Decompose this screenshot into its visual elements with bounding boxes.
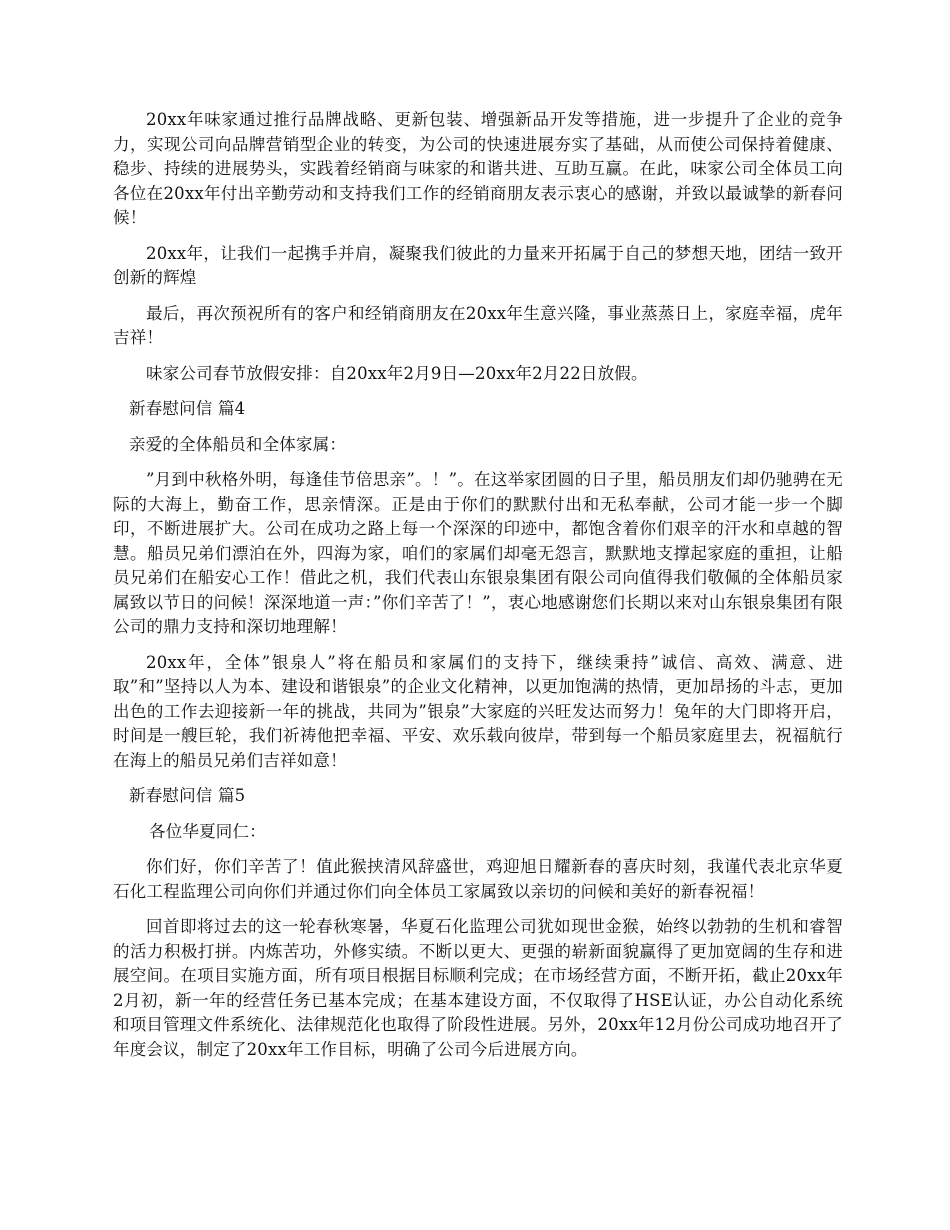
salutation-crew: 亲爱的全体船员和全体家属：	[129, 434, 347, 454]
paragraph-yinquan-culture: 20xx年，全体”银泉人”将在船员和家属们的支持下，继续秉持”诚信、高效、满意、进取”和”坚持以人为本、建设和谐银泉”的企业文化精神，以更加饱满的热情，更加昂扬的斗志，更加出色的工作去迎接新一年的挑战，共同为”银泉”大家庭的兴旺发达而努力！兔年的大门即将开启，时间是一艘巨轮，我们祈祷他把幸福、平安、欢乐载向彼岸，带到每一个船员家庭里去，祝福航行在海上的船员兄弟们吉祥如意！	[113, 652, 843, 770]
paragraph-new-year-together: 20xx年，让我们一起携手并肩，凝聚我们彼此的力量来开拓属于自己的梦想天地，团结一致开创新的辉煌	[113, 243, 843, 287]
section-heading-5: 新春慰问信 篇5	[129, 786, 246, 805]
document-page	[113, 108, 843, 1062]
paragraph-mid-autumn-greeting: ”月到中秋格外明，每逢佳节倍思亲”。！”。在这举家团圆的日子里，船员朋友们却仍驰骋在无际的大海上，勤奋工作，思亲情深。正是由于你们的默默付出和无私奉献，公司才能一步一个脚印，不断进展扩大。公司在成功之路上每一个深深的印迹中，都饱含着你们艰辛的汗水和卓越的智慧。船员兄弟们漂泊在外，四海为家，咱们的家属们却毫无怨言，默默地支撑起家庭的重担，让船员兄弟们在船安心工作！借此之机，我们代表山东银泉集团有限公司向值得我们敬佩的全体船员家属致以节日的问候！深深地道一声：”你们辛苦了！”，衷心地感谢您们长期以来对山东银泉集团有限公司的鼎力支持和深切地理解！	[113, 470, 843, 636]
paragraph-huaxia-greeting: 你们好，你们辛苦了！值此猴挟清风辞盛世，鸡迎旭日耀新春的喜庆时刻，我谨代表北京华夏石化工程监理公司向你们并通过你们向全体员工家属致以亲切的问候和美好的新春祝福！	[113, 857, 843, 901]
paragraph-holiday-schedule: 味家公司春节放假安排：自20xx年2月9日—20xx年2月22日放假。	[146, 363, 648, 383]
section-heading-4: 新春慰问信 篇4	[129, 399, 246, 418]
paragraph-year-review: 回首即将过去的这一轮春秋寒暑，华夏石化监理公司犹如现世金猴，始终以勃勃的生机和睿智的活力积极打拼。内炼苦功，外修实绩。不断以更大、更强的崭新面貌赢得了更加宽阔的生存和进展空间。在项目实施方面，所有项目根据目标顺利完成；在市场经营方面，不断开拓，截止20xx年2月初，新一年的经营任务已基本完成；在基本建设方面，不仅取得了HSE认证，办公自动化系统和项目管理文件系统化、法律规范化也取得了阶段性进展。另外，20xx年12月份公司成功地召开了年度会议，制定了20xx年工作目标，明确了公司今后进展方向。	[113, 917, 843, 1059]
salutation-huaxia: 各位华夏同仁：	[149, 821, 266, 841]
paragraph-brand-strategy: 20xx年味家通过推行品牌战略、更新包装、增强新品开发等措施，进一步提升了企业的竞争力，实现公司向品牌营销型企业的转变，为公司的快速进展夯实了基础，从而使公司保持着健康、稳步、持续的进展势头，实践着经销商与味家的和谐共进、互助互赢。在此，味家公司全体员工向各位在20xx年付出辛勤劳动和支持我们工作的经销商朋友表示衷心的感谢，并致以最诚挚的新春问候！	[113, 110, 843, 227]
paragraph-final-wishes: 最后，再次预祝所有的客户和经销商朋友在20xx年生意兴隆，事业蒸蒸日上，家庭幸福，虎年吉祥！	[113, 303, 843, 347]
